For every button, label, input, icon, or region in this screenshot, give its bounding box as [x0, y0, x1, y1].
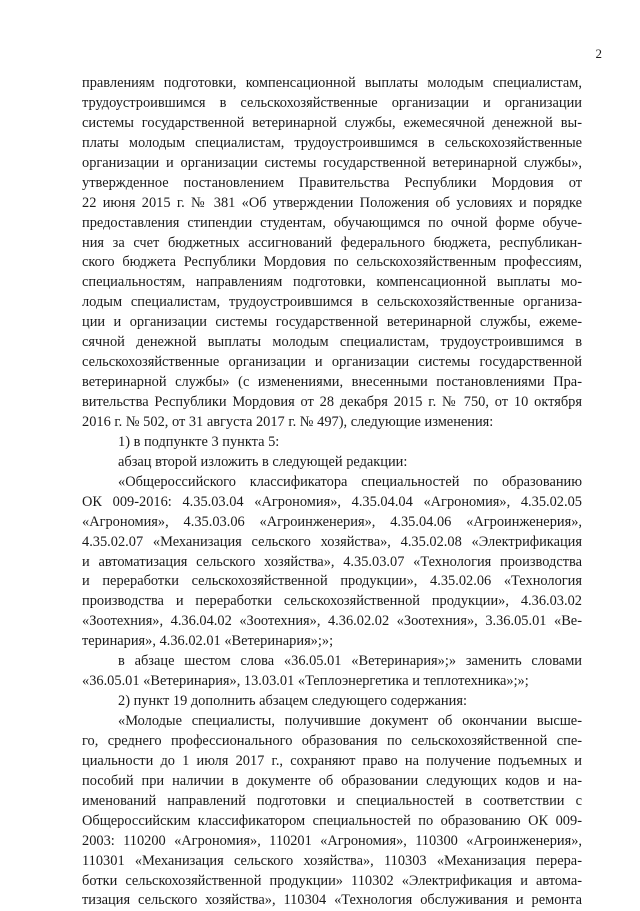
text-line: производства и переработки сельскохозяйственной продукции», 4.36.03.02 [82, 593, 582, 610]
text-line: го, среднего профессионального образования по сельскохозяйственной спе- [82, 732, 582, 749]
text-line: и автоматизация сельского хозяйства», 4.35.03.07 «Технология производства [82, 553, 582, 570]
text-line: утвержденное постановлением Правительства Республики Мордовия от [82, 174, 582, 191]
text-line: системы государственной ветеринарной службы, ежемесячной денежной вы- [82, 114, 582, 131]
text-line: сячной денежной выплаты молодым специалистам, трудоустроившимся в [82, 334, 582, 351]
text-line: «Молодые специалисты, получившие документ об окончании высше- [118, 713, 582, 729]
text-line: абзац второй изложить в следующей редакции: [118, 453, 408, 470]
text-line: 2) пункт 19 дополнить абзацем следующего содержания: [118, 693, 467, 710]
text-line: ского бюджета Республики Мордовия по сельскохозяйственным профессиям, [82, 254, 582, 271]
text-line: пособий при наличии в документе об образовании следующих кодов и на- [82, 772, 582, 789]
document-body [82, 74, 582, 911]
text-line: предоставления стипендии студентам, обучающимся по очной форме обуче- [82, 214, 582, 231]
text-line: «Общероссийского классификатора специальностей по образованию [118, 473, 582, 490]
text-line: ния за счет бюджетных ассигнований федерального бюджета, республикан- [82, 234, 582, 251]
text-line: специальностям, направлениям подготовки, компенсационной выплаты мо- [82, 274, 582, 291]
text-line: «Зоотехния», 4.36.04.02 «Зоотехния», 4.36.02.02 «Зоотехния», 3.36.05.01 «Ве- [82, 613, 582, 630]
page-number: 2 [595, 46, 602, 61]
text-line: именований направлений подготовки и специальностей в соответствии с [82, 792, 582, 809]
text-line: «Агрономия», 4.35.03.06 «Агроинженерия», 4.35.04.06 «Агроинженерия», [82, 513, 582, 530]
text-line: сельскохозяйственные организации и организации системы государственной [82, 354, 582, 371]
text-line: циальности до 1 июля 2017 г., сохраняют право на получение подъемных и [82, 752, 582, 769]
text-line: вительства Республики Мордовия от 28 декабря 2015 г. № 750, от 10 октября [82, 394, 582, 410]
text-line: тизация сельского хозяйства», 110304 «Технология обслуживания и ремонта [82, 892, 582, 909]
text-line: теринария», 4.36.02.01 «Ветеринария»;»; [82, 633, 334, 650]
text-line: платы молодым специалистам, трудоустроившимся в сельскохозяйственные [82, 134, 582, 151]
text-line: ветеринарной службы» (с изменениями, внесенными постановлениями Пра- [82, 374, 582, 391]
text-line: в абзаце шестом слова «36.05.01 «Ветеринария»;» заменить словами [118, 653, 582, 670]
text-line: и переработки сельскохозяйственной продукции», 4.35.02.06 «Технология [82, 573, 582, 590]
text-line: 22 июня 2015 г. № 381 «Об утверждении Положения об условиях и порядке [82, 194, 582, 211]
text-line: ОК 009-2016: 4.35.03.04 «Агрономия», 4.35.04.04 «Агрономия», 4.35.02.05 [82, 493, 582, 510]
text-line: 4.35.02.07 «Механизация сельского хозяйства», 4.35.02.08 «Электрификация [82, 533, 582, 550]
text-line: 2003: 110200 «Агрономия», 110201 «Агрономия», 110300 «Агроинженерия», [82, 832, 582, 849]
text-line: организации и организации системы государственной ветеринарной службы», [82, 154, 582, 171]
text-line: 110301 «Механизация сельского хозяйства», 110303 «Механизация перера- [82, 852, 582, 869]
text-line: правлениям подготовки, компенсационной выплаты молодым специалистам, [82, 75, 582, 91]
text-line: 2016 г. № 502, от 31 августа 2017 г. № 497), следующие изменения: [82, 413, 494, 430]
text-line: ботки сельскохозяйственной продукции» 110302 «Электрификация и автома- [82, 872, 582, 889]
text-line: «36.05.01 «Ветеринария», 13.03.01 «Теплоэнергетика и теплотехника»;»; [82, 673, 529, 690]
text-line: Общероссийским классификатором специальностей по образованию ОК 009- [82, 812, 582, 829]
text-line: лодым специалистам, трудоустроившимся в сельскохозяйственные организа- [82, 294, 582, 311]
text-line: 1) в подпункте 3 пункта 5: [118, 433, 280, 450]
text-line: ции и организации системы государственной ветеринарной службы, ежеме- [82, 314, 582, 331]
text-line: трудоустроившимся в сельскохозяйственные организации и организации [82, 94, 582, 111]
